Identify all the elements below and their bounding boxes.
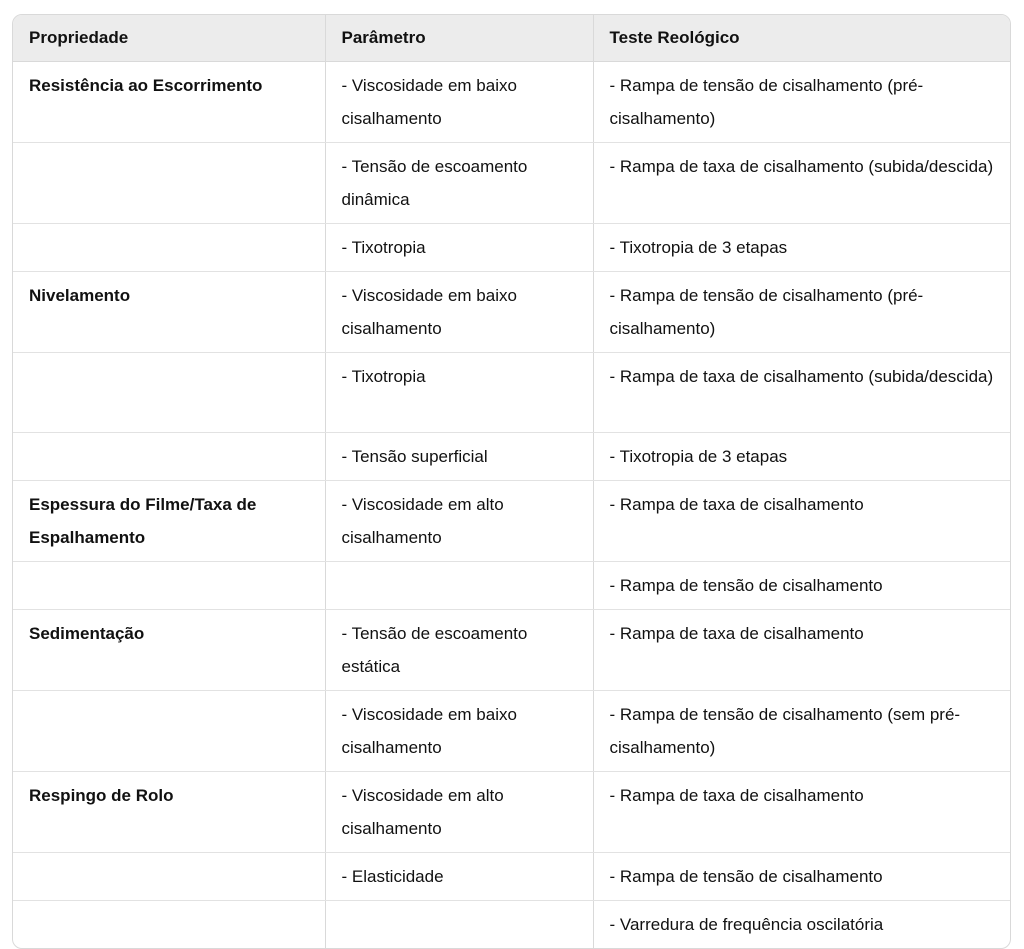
cell-teste: - Rampa de tensão de cisalhamento — [593, 852, 1010, 900]
cell-parametro: - Tensão superficial — [325, 432, 593, 480]
cell-propriedade — [13, 142, 325, 223]
cell-parametro: - Viscosidade em baixo cisalhamento — [325, 690, 593, 771]
cell-parametro: - Viscosidade em baixo cisalhamento — [325, 271, 593, 352]
cell-teste: - Rampa de tensão de cisalhamento (pré-cisalhamento) — [593, 61, 1010, 142]
cell-teste: - Rampa de taxa de cisalhamento (subida/descida) — [593, 142, 1010, 223]
table-row — [13, 690, 1010, 771]
table-row — [13, 852, 1010, 900]
cell-propriedade — [13, 223, 325, 271]
cell-teste: - Rampa de taxa de cisalhamento — [593, 480, 1010, 561]
header-parametro: Parâmetro — [325, 15, 593, 61]
cell-teste: - Varredura de frequência oscilatória — [609, 914, 884, 934]
table-row — [13, 271, 1010, 352]
cell-propriedade: Espessura do Filme/Taxa de Espalhamento — [13, 480, 325, 561]
cell-teste: - Rampa de taxa de cisalhamento (subida/descida) — [593, 352, 1010, 432]
cell-teste: - Rampa de tensão de cisalhamento (pré-cisalhamento) — [593, 271, 1010, 352]
cell-parametro: - Viscosidade em alto cisalhamento — [325, 480, 593, 561]
table-row — [13, 352, 1010, 432]
cell-parametro: - Elasticidade — [325, 852, 593, 900]
rheology-table-container — [12, 14, 1011, 949]
cell-propriedade: Sedimentação — [13, 609, 325, 690]
cell-propriedade — [13, 900, 325, 948]
table-header-row — [13, 15, 1010, 61]
cell-propriedade — [13, 432, 325, 480]
header-propriedade: Propriedade — [13, 15, 325, 61]
cell-parametro: - Tixotropia — [325, 223, 593, 271]
table-row — [13, 609, 1010, 690]
table-row — [13, 900, 1010, 948]
cell-propriedade — [13, 852, 325, 900]
cell-propriedade: Resistência ao Escorrimento — [13, 61, 325, 142]
cell-teste: - Rampa de tensão de cisalhamento (sem pré-cisalhamento) — [593, 690, 1010, 771]
cell-teste: - Tixotropia de 3 etapas — [593, 223, 1010, 271]
cell-teste: - Tixotropia de 3 etapas — [593, 432, 1010, 480]
cell-propriedade — [13, 561, 325, 609]
cell-propriedade: Nivelamento — [13, 271, 325, 352]
table-row — [13, 432, 1010, 480]
cell-parametro: - Viscosidade em alto cisalhamento — [325, 771, 593, 852]
table-row — [13, 142, 1010, 223]
table-row — [13, 61, 1010, 142]
cell-teste: - Rampa de taxa de cisalhamento — [593, 609, 1010, 690]
table-row — [13, 771, 1010, 852]
table-row — [13, 480, 1010, 561]
cell-parametro — [325, 561, 593, 609]
cell-parametro: - Viscosidade em baixo cisalhamento — [325, 61, 593, 142]
cell-parametro: - Tensão de escoamento estática — [325, 609, 593, 690]
cell-propriedade — [13, 352, 325, 432]
cell-teste: - Rampa de tensão de cisalhamento — [593, 561, 1010, 609]
header-teste-reologico: Teste Reológico — [593, 15, 1010, 61]
cell-teste: - Rampa de taxa de cisalhamento — [593, 771, 1010, 852]
table-row — [13, 561, 1010, 609]
cell-propriedade: Respingo de Rolo — [13, 771, 325, 852]
rheology-table — [13, 15, 1010, 948]
cell-propriedade — [13, 690, 325, 771]
cell-parametro: - Tixotropia — [325, 352, 593, 432]
table-row — [13, 223, 1010, 271]
cell-parametro: - Tensão de escoamento dinâmica — [325, 142, 593, 223]
cell-parametro — [325, 900, 593, 948]
